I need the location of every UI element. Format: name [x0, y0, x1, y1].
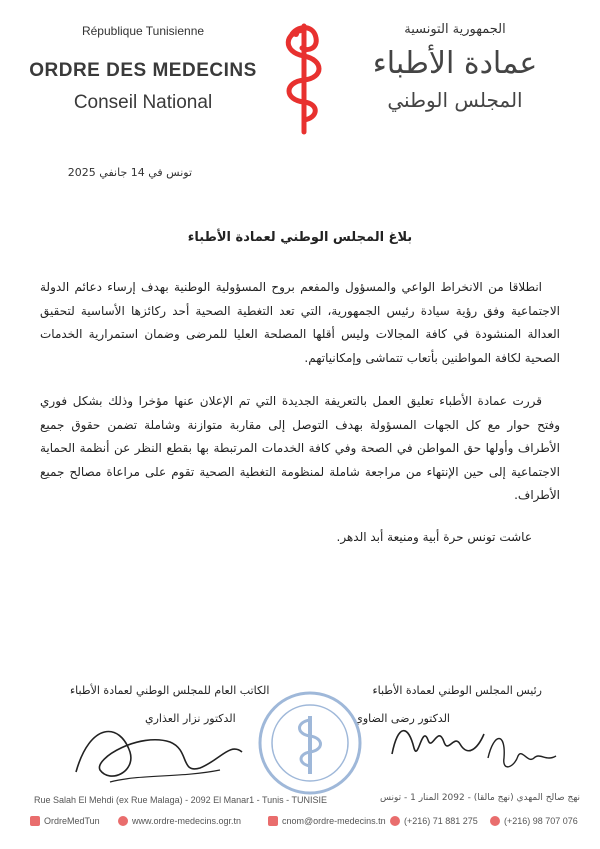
email-address: cnom@ordre-medecins.tn: [282, 816, 386, 826]
phone-1: (+216) 71 881 275: [404, 816, 478, 826]
letter-body: [40, 276, 560, 549]
header-arabic: [350, 22, 560, 112]
header-french: [28, 24, 258, 114]
phone-icon: [390, 816, 400, 826]
republic-fr: République Tunisienne: [81, 24, 205, 38]
letter-date: تونس في 14 جانفي 2025: [67, 166, 192, 179]
footer-website[interactable]: [118, 816, 241, 826]
conseil-fr: Conseil National: [73, 92, 213, 113]
mail-icon: [268, 816, 278, 826]
secretary-signature-icon: [70, 712, 250, 792]
facebook-icon: [30, 816, 40, 826]
mobile-phone-icon: [490, 816, 500, 826]
website-url: www.ordre-medecins.ogr.tn: [132, 816, 242, 826]
extra-signature-icon: [484, 728, 560, 778]
ordre-ar: عمادة الأطباء: [372, 46, 538, 81]
president-title: رئيس المجلس الوطني لعمادة الأطباء: [372, 684, 542, 697]
footer-phone-1[interactable]: [390, 816, 478, 826]
president-name: الدكتور رضى الضاوي: [354, 712, 450, 725]
paragraph-3: عاشت تونس حرة أبية ومنيعة أبد الدهر.: [336, 529, 532, 544]
facebook-handle: OrdreMedTun: [44, 816, 100, 826]
conseil-ar: المجلس الوطني: [387, 88, 523, 112]
footer-address-ar: نهج صالح المهدي (نهج مالقا) - 2092 المنار 1 - تونس: [380, 793, 580, 803]
secretary-title: الكاتب العام للمجلس الوطني لعمادة الأطباء: [70, 684, 270, 697]
footer-contacts: [30, 816, 580, 830]
footer-email[interactable]: [268, 816, 386, 826]
republic-ar: الجمهورية التونسية: [404, 22, 506, 37]
caduceus-logo-icon: [274, 18, 334, 138]
footer-address-fr: Rue Salah El Mehdi (ex Rue Malaga) - 2092 El Manar1 - Tunis - TUNISIE: [34, 795, 327, 805]
footer-facebook[interactable]: [30, 816, 100, 826]
globe-icon: [118, 816, 128, 826]
official-stamp-icon: [250, 688, 370, 798]
secretary-name: الدكتور نزار العذاري: [145, 712, 236, 725]
ordre-fr: ORDRE DES MEDECINS: [29, 60, 257, 81]
phone-2: (+216) 98 707 076: [504, 816, 578, 826]
president-signature-icon: [388, 704, 488, 774]
letter-title: بلاغ المجلس الوطني لعمادة الأطباء: [187, 230, 413, 245]
footer-phone-2[interactable]: [490, 816, 578, 826]
paragraph-2: قررت عمادة الأطباء تعليق العمل بالتعريفة الجديدة التي تم الإعلان عنها مؤخرا وذلك بشكل فوري وفتح حوار مع كل الجهات المسؤولة بهدف التوصل إلى مقاربة متوازنة وشاملة تضمن حقوق جميع الأطراف وأولها حق المواطن في الصحة وفي كافة الخدمات المرتبطة بها بقطع النظر عن أنظمة الحماية الاجتماعية إلى حين الإنتهاء من مراجعة شاملة لمنظومة التغطية الصحية تقوم على مراعاة مصالح جميع الأطراف.: [40, 394, 560, 502]
paragraph-1: انطلاقا من الانخراط الواعي والمسؤول والمفعم بروح المسؤولية الوطنية بهدف إرساء دعائم الدولة الاجتماعية وفق رؤية سيادة رئيس الجمهورية، التي تعد التغطية الصحية أحد ركائزها الأساسية لتحقيق العدالة المنشودة في كافة المجالات وليس أقلها المصلحة العليا للمرضى وضمان استمرارية الخدمات الصحية لكافة المواطنين بأتعاب تتماشى وإمكانياتهم.: [40, 280, 560, 365]
